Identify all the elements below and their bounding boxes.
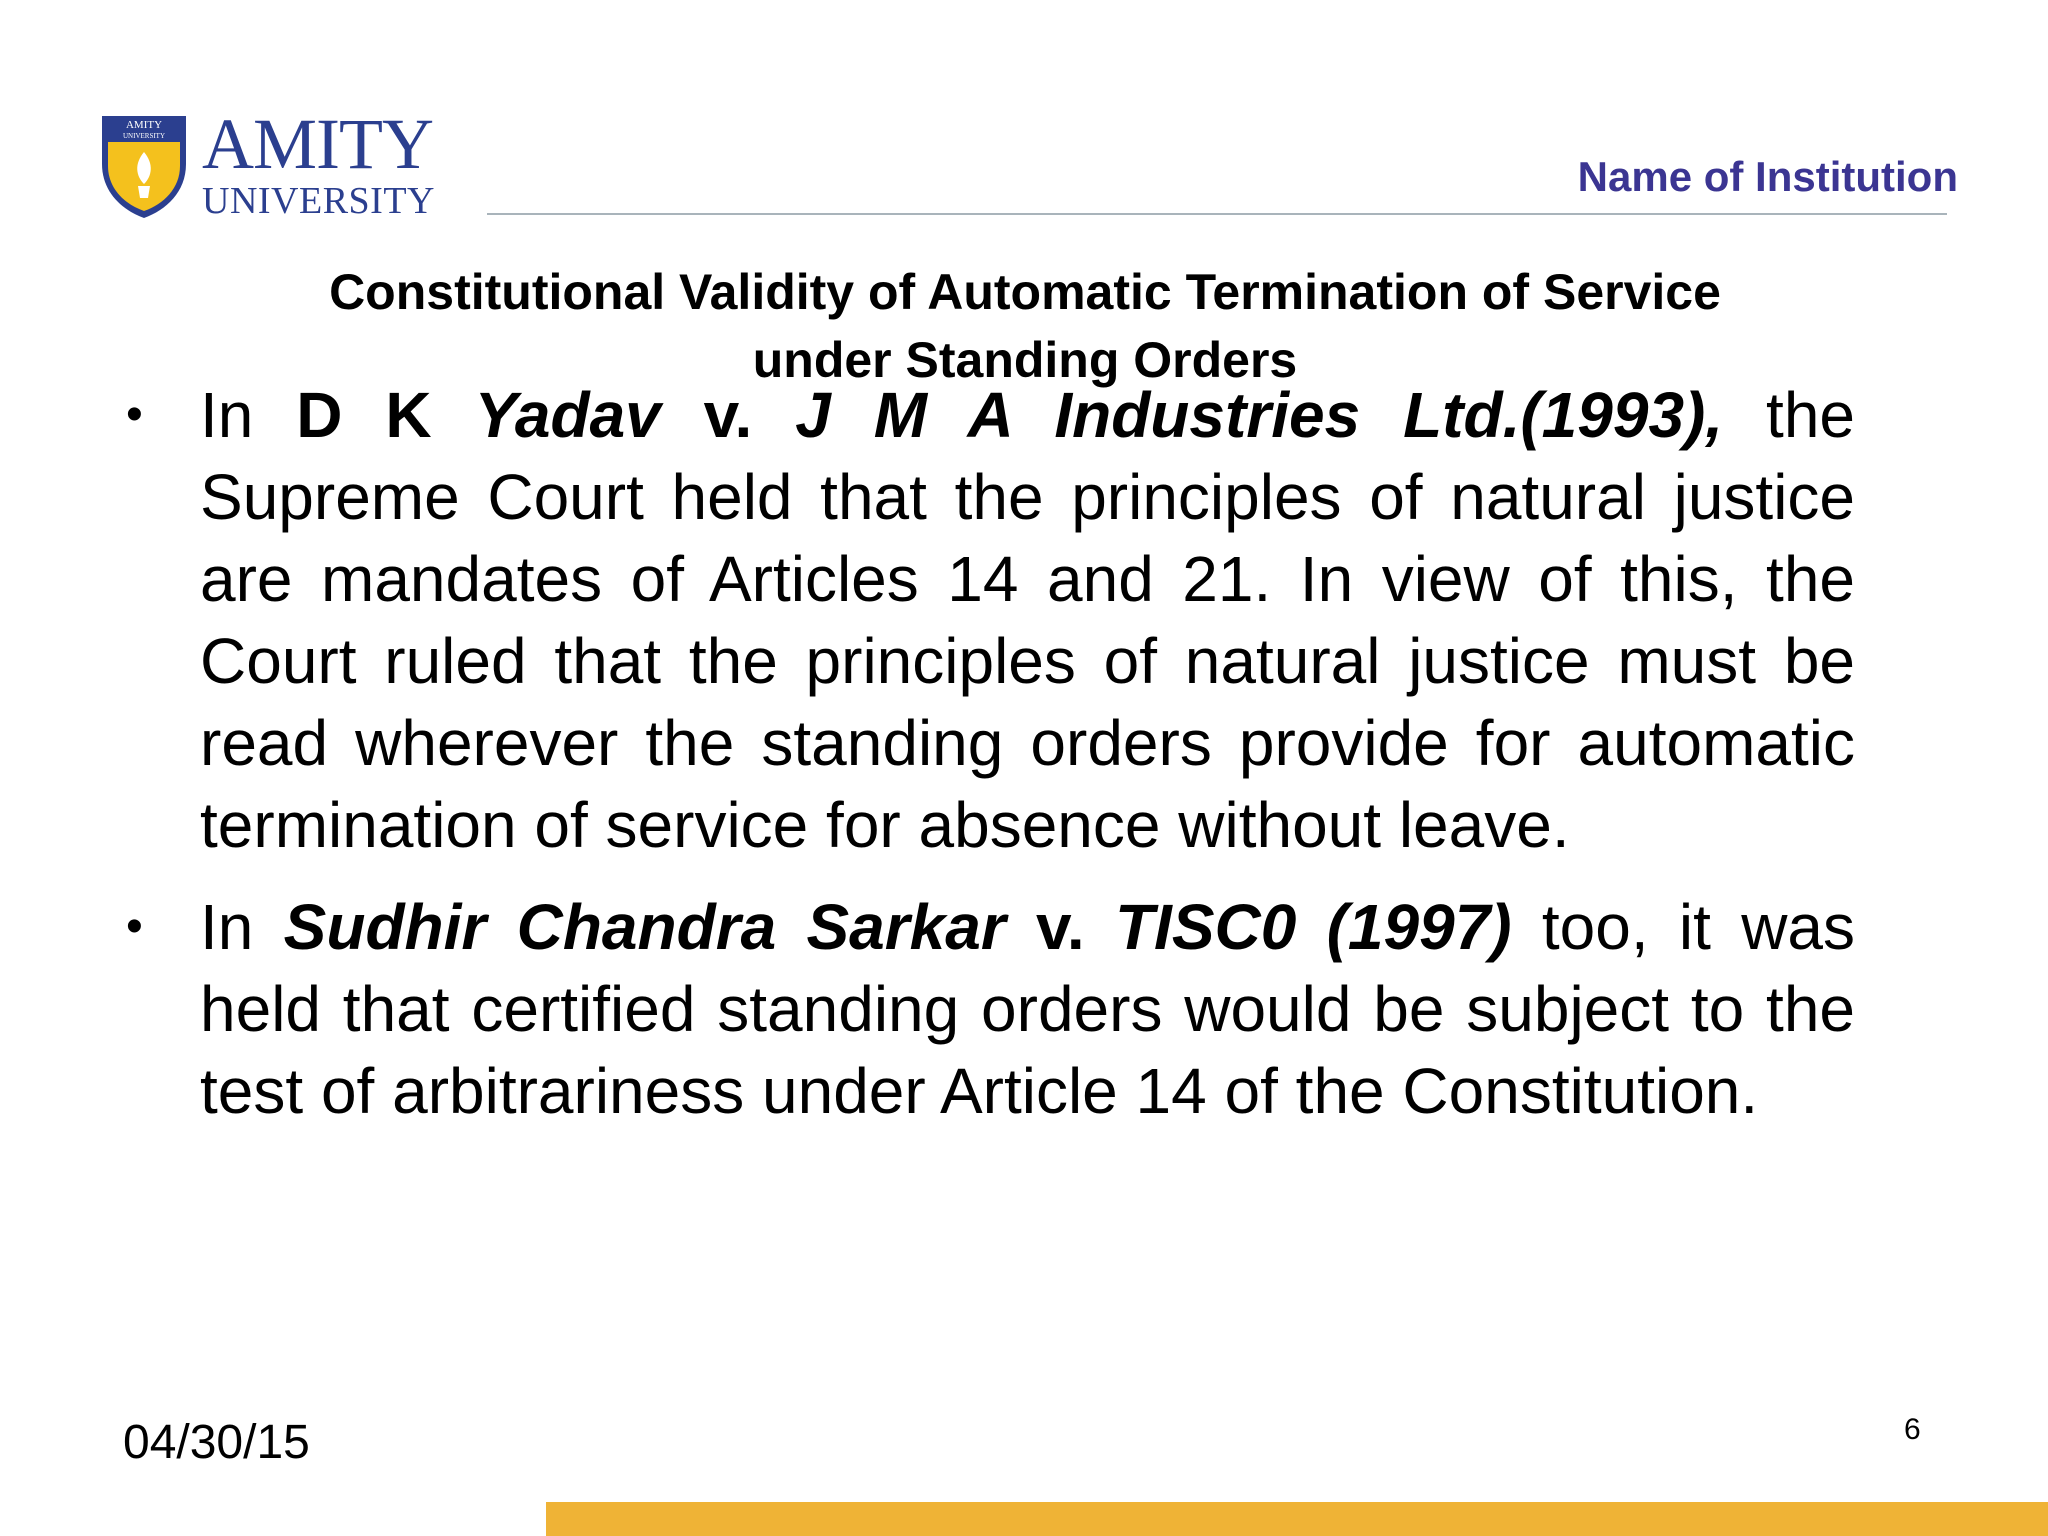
bullet-text bbox=[200, 374, 1855, 866]
logo-subname: UNIVERSITY bbox=[202, 180, 435, 222]
logo-wordmark bbox=[202, 104, 435, 222]
footer-accent-bar bbox=[546, 1502, 2048, 1536]
footer-date: 04/30/15 bbox=[123, 1416, 310, 1469]
emblem-text-bottom: UNIVERSITY bbox=[123, 132, 165, 140]
emblem-text-top: AMITY bbox=[125, 119, 163, 131]
logo-name: AMITY bbox=[202, 104, 433, 184]
text-segment: the Supreme Court held that the principles of natural justice are mandates of Articles 14 and 21. In view of this, the Court ruled that the principles of natural justice must be read wherever the standing orders provide for automatic termination of service for absence without leave. bbox=[200, 379, 1856, 861]
case-party-name: Sudhir Chandra Sarkar bbox=[283, 891, 1006, 963]
bullet-point-icon: • bbox=[126, 388, 143, 441]
text-segment: In bbox=[200, 379, 297, 451]
slide-title-line-2: under Standing Orders bbox=[752, 332, 1298, 388]
bullet-item-sarkar-case bbox=[120, 886, 1855, 1132]
slide-page-number: 6 bbox=[1904, 1413, 1921, 1446]
bullet-item-yadav-case bbox=[120, 374, 1855, 866]
bullet-list bbox=[120, 374, 1855, 1152]
case-respondent-name: TISC0 (1997) bbox=[1114, 891, 1512, 963]
versus-text: v. bbox=[660, 379, 796, 451]
case-party-name: Yadav bbox=[474, 379, 661, 451]
amity-shield-emblem-icon bbox=[98, 112, 190, 220]
bullet-point-icon: • bbox=[126, 900, 143, 953]
versus-text: v. bbox=[1005, 891, 1115, 963]
text-segment: In bbox=[200, 891, 284, 963]
case-party-initials: D K bbox=[296, 379, 475, 451]
institution-name: Name of Institution bbox=[1577, 153, 1958, 200]
slide-title-line-1: Constitutional Validity of Automatic Termination of Service bbox=[329, 264, 1721, 320]
text-segment: too, it was held that certified standing orders would be subject to the test of arbitrariness under Article 14 of the Constitution. bbox=[200, 891, 1855, 1127]
case-respondent-name: J M A Industries Ltd.(1993), bbox=[795, 379, 1724, 451]
header-divider bbox=[487, 213, 1947, 215]
bullet-text bbox=[200, 886, 1855, 1132]
amity-university-logo bbox=[98, 104, 458, 222]
